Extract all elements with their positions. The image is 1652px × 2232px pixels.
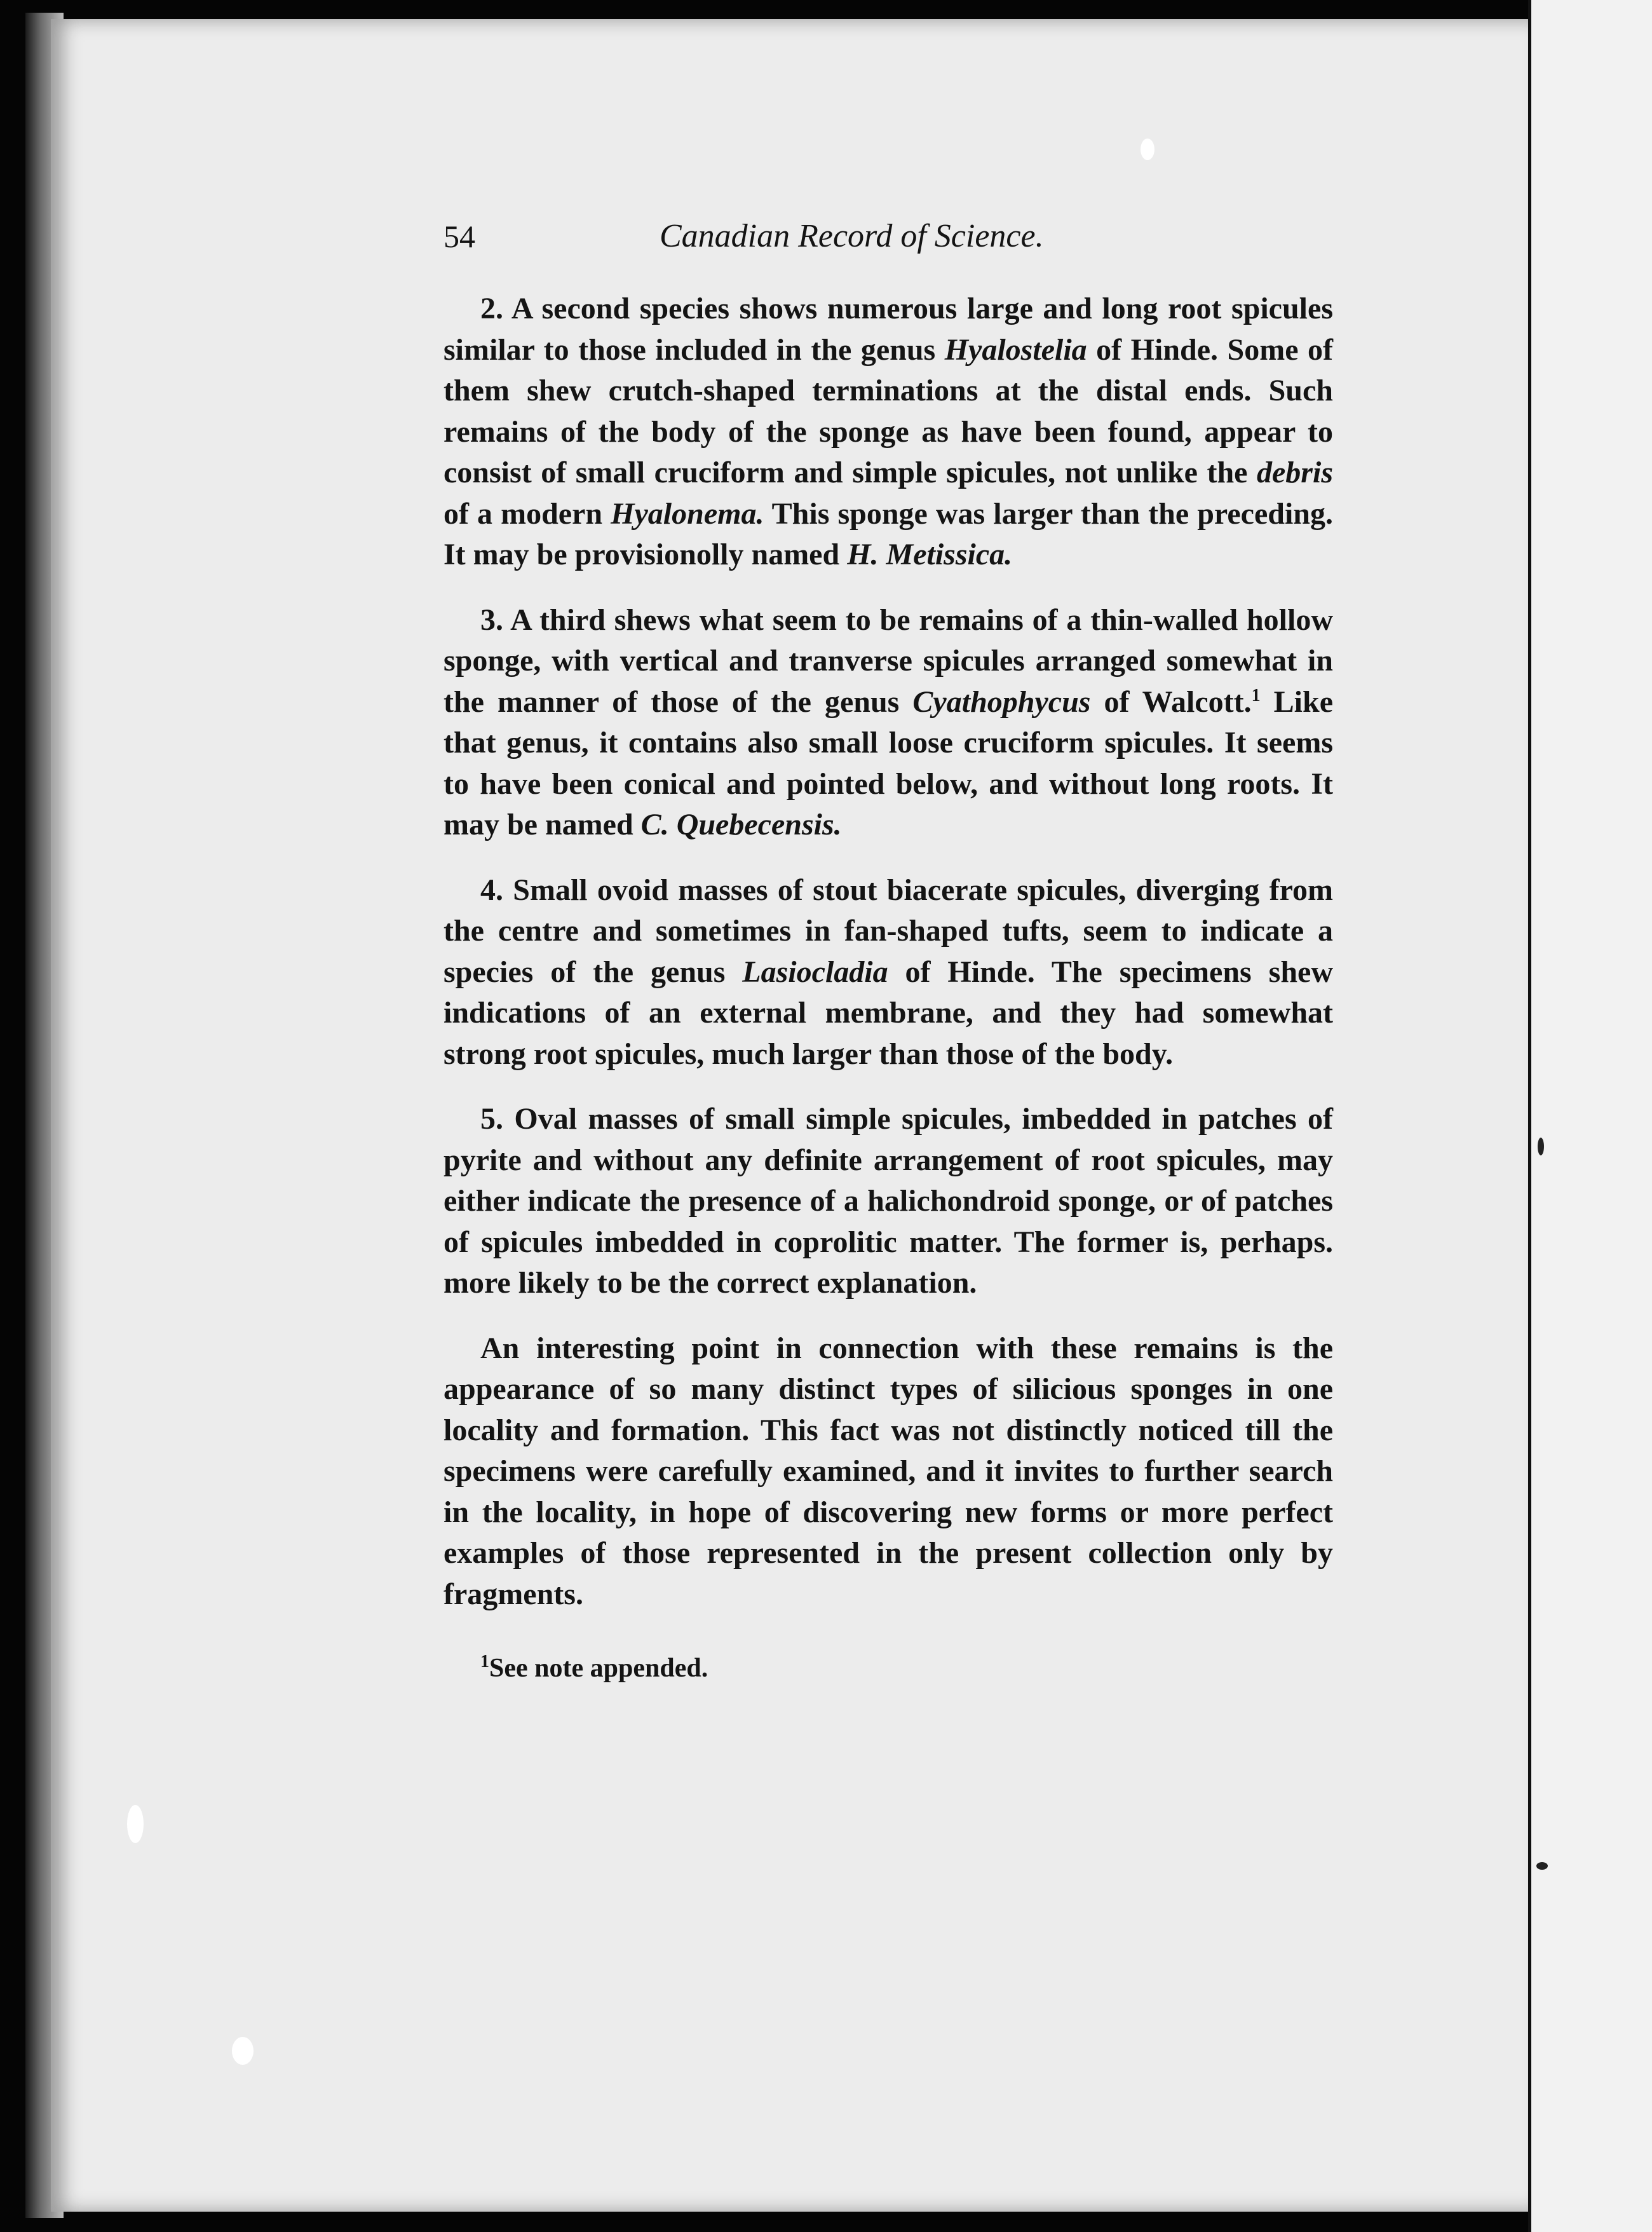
species-name: C. Quebecensis.: [640, 808, 842, 841]
paragraph-text: 4. Small ovoid masses of stout biacerate spicules, diverging from the centre and sometimes in fan-shaped tufts, seem to indicate a species of the genus: [443, 873, 1333, 989]
paragraph-3: [443, 600, 1333, 846]
paragraph-text: 5. Oval masses of small simple spicules, imbedded in patches of pyrite and without any definite arrangement of root spicules, may either indicate the presence of a halichondroid sponge, or of patches of spicules imbedded in coprolitic matter. The former is, perhaps. more likely to be the correct explanation.: [443, 1102, 1333, 1300]
paragraph-5: [443, 1099, 1333, 1304]
paragraph-text: 2. A second species shows numerous large and long root spicules similar to those included in the genus: [443, 292, 1333, 367]
paragraph-text: of Hinde. The specimens shew indications of an external membrane, and they had somewhat strong root spicules, much larger than those of the body.: [443, 955, 1333, 1071]
scan-speck: [1141, 139, 1154, 160]
scan-speck: [232, 2037, 254, 2065]
page-number: 54: [443, 219, 475, 254]
paragraph-text: An interesting point in connection with these remains is the appearance of so many distinct types of silicious sponges in one locality and formation. This fact was not distinctly noticed till the specimens were carefully examined, and it invites to further search in the locality, in hope of discovering new forms or more perfect examples of those represented in the present collection only by fragments.: [443, 1331, 1333, 1611]
paragraph-text: of Walcott.: [1090, 684, 1252, 719]
footnote-reference: 1: [1251, 685, 1261, 705]
page-body: [443, 216, 1333, 1689]
italic-term: debris: [1257, 456, 1333, 489]
species-name: H. Metissica.: [847, 538, 1013, 571]
paragraph-text: of Hinde. Some of them shew crutch-shaped terminations at the distal ends. Such remains of the body of the sponge as have been found, appear to consist of small cruciform and simple spicules, not unlike the: [443, 332, 1333, 489]
scan-speck: [127, 1805, 144, 1843]
genus-name: Hyalostelia: [944, 332, 1087, 367]
running-head: [443, 216, 1333, 261]
paragraph-text: This sponge was larger than the preceding. It may be provisionolly named: [443, 496, 1333, 571]
paragraph-text: 3. A third shews what seem to be remains of a thin-walled hollow sponge, with vertical and tranverse spicules arranged somewhat in the manner of those of the genus: [443, 602, 1333, 719]
genus-name: Hyalonema.: [611, 496, 764, 531]
paragraph-2: [443, 289, 1333, 576]
journal-title: Canadian Record of Science.: [660, 218, 1044, 254]
paragraph-6: [443, 1328, 1333, 1616]
paragraph-text: Like that genus, it contains also small loose cruciform spicules. It seems to have been conical and pointed below, and without long roots. It may be named: [443, 684, 1334, 841]
genus-name: Lasiocladia: [742, 955, 888, 989]
scan-speck: [1536, 1862, 1548, 1870]
footnote-marker: 1: [480, 1652, 489, 1671]
footnote: [443, 1648, 1333, 1689]
paragraph-4: [443, 870, 1333, 1075]
genus-name: Cyathophycus: [912, 684, 1091, 719]
paragraph-text: of a modern: [443, 496, 611, 531]
footnote-text: See note appended.: [489, 1654, 708, 1683]
adjacent-page-margin: [1531, 0, 1652, 2232]
scan-speck: [1538, 1138, 1544, 1155]
